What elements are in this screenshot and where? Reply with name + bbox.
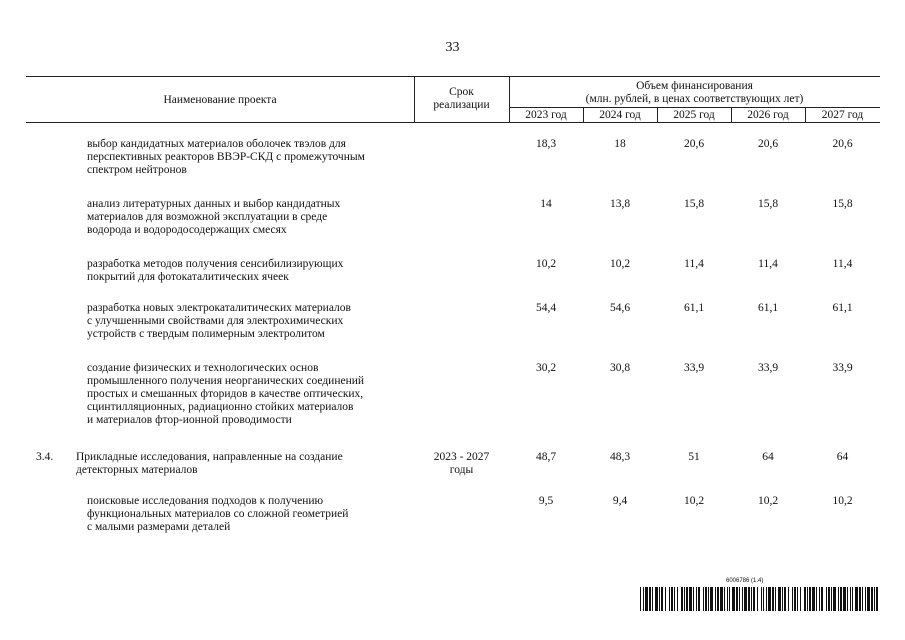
- barcode-bar: [828, 587, 830, 611]
- barcode-bar: [693, 587, 694, 611]
- barcode-bar: [686, 587, 688, 611]
- barcode-bar: [859, 587, 861, 611]
- row-project-name: создание физических и технологических основ промышленного получения неорганических соединений простых и смешанных фторидов в качестве оптических, сцинтилляционных, радиационно стойких материалов и материалов фтор-ионной проводимости: [87, 362, 365, 426]
- barcode-bar: [804, 587, 806, 611]
- barcode-bar: [645, 587, 648, 611]
- barcode-bar: [698, 587, 700, 611]
- row-value-2024: 18: [614, 138, 626, 150]
- barcode-bar: [761, 587, 762, 611]
- barcode-bar: [724, 587, 725, 611]
- barcode-bar: [792, 587, 793, 611]
- barcode-bar: [797, 587, 798, 611]
- row-value-2026: 20,6: [757, 138, 779, 150]
- barcode-bar: [843, 587, 846, 611]
- row-value-2027: 20,6: [832, 138, 853, 150]
- row-value-2024: 13,8: [609, 198, 631, 210]
- barcode-image: [640, 587, 880, 611]
- row-value-2027: 15,8: [832, 198, 853, 210]
- row-value-2023: 30,2: [535, 362, 557, 374]
- barcode-bar: [819, 587, 820, 611]
- table-top-border: [26, 76, 880, 77]
- row-value-2023: 14: [540, 198, 552, 210]
- barcode-bar: [717, 587, 719, 611]
- barcode-bar: [775, 587, 776, 611]
- barcode-bar: [748, 587, 750, 611]
- header-term: Срок реализации: [433, 86, 490, 111]
- header-year-2026: 2026 год: [747, 109, 789, 121]
- barcode-bar: [669, 587, 670, 611]
- barcode-bar: [742, 587, 743, 611]
- barcode-bar: [705, 587, 707, 611]
- barcode-bar: [876, 587, 878, 611]
- barcode-bar: [768, 587, 771, 611]
- row-value-2027: 11,4: [832, 258, 853, 270]
- table-row: [26, 258, 880, 286]
- barcode-bar: [751, 587, 752, 611]
- row-value-2023: 54,4: [535, 302, 557, 314]
- row-value-2023: 10,2: [535, 258, 557, 270]
- barcode-bar: [659, 587, 660, 611]
- table-row: [26, 362, 880, 430]
- row-project-name: поисковые исследования подходов к получению функциональных материалов со сложной геометрией с малыми размерами деталей: [87, 495, 349, 533]
- row-value-2023: 18,3: [535, 138, 557, 150]
- row-value-2023: 9,5: [538, 495, 554, 507]
- row-value-2024: 10,2: [609, 258, 631, 270]
- header-year-2023: 2023 год: [525, 109, 567, 121]
- barcode-bar: [661, 587, 663, 611]
- row-value-2024: 9,4: [612, 495, 628, 507]
- barcode-bar: [874, 587, 875, 611]
- barcode-bar: [862, 587, 863, 611]
- barcode-bar: [703, 587, 704, 611]
- barcode-bar: [766, 587, 767, 611]
- barcode-bar: [744, 587, 747, 611]
- row-project-name: Прикладные исследования, направленные на создание детекторных материалов: [76, 451, 343, 476]
- barcode-bar: [710, 587, 713, 611]
- barcode-bar: [649, 587, 651, 611]
- barcode-bar: [763, 587, 764, 611]
- barcode-bar: [727, 587, 728, 611]
- barcode-label: 6006786 (1.4): [726, 578, 764, 584]
- barcode-bar: [865, 587, 866, 611]
- table-row: [26, 451, 880, 479]
- barcode-bar: [852, 587, 853, 611]
- years-top-border: [509, 107, 880, 108]
- row-value-2026: 33,9: [757, 362, 779, 374]
- barcode-bar: [671, 587, 673, 611]
- barcode-bar: [821, 587, 823, 611]
- barcode-bar: [640, 587, 641, 611]
- barcode-bar: [831, 587, 832, 611]
- row-value-2025: 15,8: [683, 198, 705, 210]
- barcode-bar: [665, 587, 666, 611]
- row-value-2027: 61,1: [832, 302, 853, 314]
- row-project-name: выбор кандидатных материалов оболочек твэлов для перспективных реакторов ВВЭР-СКД с промежуточным спектром нейтронов: [87, 138, 365, 176]
- barcode-bar: [652, 587, 653, 611]
- row-value-2024: 48,3: [609, 451, 631, 463]
- barcode-bar: [708, 587, 709, 611]
- row-term: 2023 - 2027 годы: [433, 451, 490, 476]
- header-bottom-border: [26, 122, 880, 123]
- barcode-bar: [696, 587, 697, 611]
- barcode-bar: [715, 587, 716, 611]
- barcode-bar: [833, 587, 836, 611]
- barcode-bar: [778, 587, 781, 611]
- row-value-2026: 10,2: [757, 495, 779, 507]
- barcode-bar: [753, 587, 755, 611]
- barcode-bar: [840, 587, 842, 611]
- barcode-bar: [681, 587, 683, 611]
- row-value-2023: 48,7: [535, 451, 557, 463]
- barcode-bar: [655, 587, 658, 611]
- barcode-bar: [643, 587, 644, 611]
- barcode-bar: [794, 587, 796, 611]
- row-value-2025: 61,1: [683, 302, 705, 314]
- barcode-bar: [800, 587, 801, 611]
- barcode-bar: [855, 587, 858, 611]
- row-value-2025: 33,9: [683, 362, 705, 374]
- page-number: 33: [445, 40, 460, 55]
- header-year-2027: 2027 год: [821, 109, 864, 121]
- barcode-bar: [729, 587, 730, 611]
- row-value-2024: 30,8: [609, 362, 631, 374]
- row-value-2027: 33,9: [832, 362, 853, 374]
- barcode-bar: [807, 587, 808, 611]
- row-value-2025: 11,4: [684, 258, 704, 270]
- barcode-bar: [871, 587, 873, 611]
- barcode-bar: [757, 587, 758, 611]
- row-value-2026: 61,1: [757, 302, 779, 314]
- barcode-bar: [689, 587, 692, 611]
- row-project-name: разработка новых электрокаталитических материалов с улучшенными свойствами для электрохимических устройств с твердым полимерным электролитом: [87, 302, 351, 340]
- barcode-bar: [674, 587, 675, 611]
- barcode-bar: [809, 587, 811, 611]
- row-value-2026: 15,8: [757, 198, 779, 210]
- barcode-bar: [826, 587, 827, 611]
- barcode-bar: [816, 587, 817, 611]
- header-year-2025: 2025 год: [673, 109, 715, 121]
- row-value-2025: 20,6: [683, 138, 705, 150]
- row-value-2027: 10,2: [832, 495, 853, 507]
- row-value-2027: 64: [836, 451, 849, 463]
- barcode-bar: [784, 587, 786, 611]
- table-row: [26, 198, 880, 240]
- barcode-bar: [782, 587, 783, 611]
- table-row: [26, 138, 880, 180]
- row-value-2025: 10,2: [683, 495, 705, 507]
- barcode-bar: [732, 587, 735, 611]
- barcode-bar: [684, 587, 685, 611]
- barcode-bar: [850, 587, 851, 611]
- barcode-bar: [812, 587, 815, 611]
- header-funding-subtitle: (млн. рублей, в ценах соответствующих лет): [585, 93, 804, 105]
- barcode-bar: [847, 587, 848, 611]
- barcode-bar: [677, 587, 678, 611]
- barcode-bar: [838, 587, 839, 611]
- barcode-bar: [739, 587, 740, 611]
- row-value-2026: 11,4: [758, 258, 778, 270]
- barcode-bar: [720, 587, 723, 611]
- row-value-2025: 51: [688, 451, 700, 463]
- row-project-name: анализ литературных данных и выбор кандидатных материалов для возможной эксплуатации в среде водорода и водородосодержащих смесях: [87, 198, 341, 236]
- table-row: [26, 495, 880, 537]
- header-funding-title: Объем финансирования: [636, 80, 753, 92]
- row-number: 3.4.: [36, 451, 54, 463]
- barcode-bar: [788, 587, 789, 611]
- header-year-2024: 2024 год: [599, 109, 641, 121]
- row-value-2024: 54,6: [609, 302, 631, 314]
- row-project-name: разработка методов получения сенсибилизирующих покрытий для фотокаталитических ячеек: [87, 258, 344, 283]
- barcode-bar: [736, 587, 738, 611]
- barcode-bar: [772, 587, 774, 611]
- table-row: [26, 302, 880, 344]
- row-value-2026: 64: [762, 451, 774, 463]
- barcode-bar: [867, 587, 870, 611]
- header-project-name: Наименование проекта: [163, 94, 277, 106]
